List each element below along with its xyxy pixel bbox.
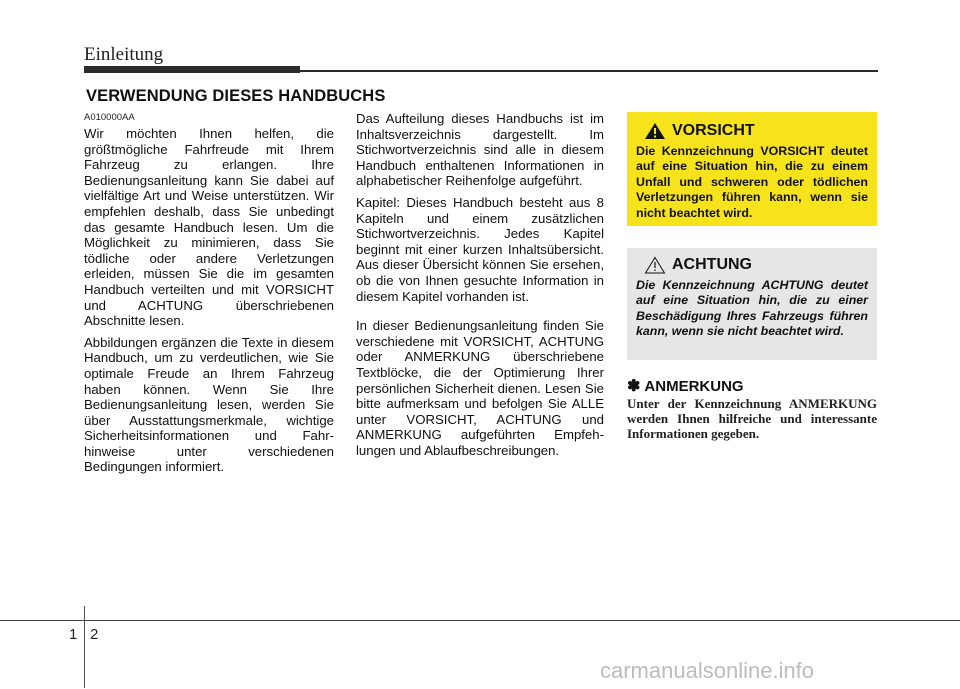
caution-box [627, 112, 877, 226]
paragraph: In dieser Bedienungsanleitung finden Sie verschiedene mit VORSICHT, ACHTUNG oder ANMERKUNG überschriebene Textblöcke, die der Optimierung Ihrer persönlichen Sicherheit dienen. Lesen Sie bitte aufmerksam und befolgen Sie ALLE unter VORSICHT, ACHTUNG und ANMERKUNG aufgeführten Empfeh-lungen und Ablaufbeschreibungen. [356, 318, 604, 458]
asterisk-icon: ✽ [627, 378, 641, 395]
text-column-middle [356, 111, 604, 464]
watermark: carmanualsonline.info [600, 658, 815, 683]
chapter-number: 1 [69, 626, 78, 643]
warning-icon [644, 122, 666, 140]
text-column-left [84, 126, 334, 481]
warning-outline-icon [644, 256, 666, 274]
caution-title [636, 122, 868, 140]
paragraph: Kapitel: Dieses Handbuch besteht aus 8 Kapiteln und einem zusätzlichen Stichwortverzeichnis. Jedes Kapitel beginnt mit einer kurzen Inhaltsübersicht. Aus dieser Übersicht können Sie ersehen, ob die von Ihnen gesuchte Information in diesem Kapitel vorhanden ist. [356, 194, 604, 304]
paragraph: Abbildungen ergänzen die Texte in diesem Handbuch, um zu verdeutlichen, wie Sie optimale Freude an Ihrem Fahrzeug haben können. Wenn Sie Ihre Bedienungsanleitung lesen, werden Sie über Ausstattungsmerkmale, wichtige Sicherheitsinformationen und Fahr-hinweise unter verschiedenen Bedingungen informiert. [84, 334, 334, 475]
notice-text: Die Kennzeichnung ACHTUNG deutet auf eine Situation hin, die zu einer Beschädigung Ihres Fahrzeugs führen kann, wenn sie nicht beachtet wird. [636, 278, 868, 339]
note-text: Unter der Kennzeichnung ANMERKUNG werden Ihnen hilfreiche und interessante Informationen gegeben. [627, 396, 877, 442]
notice-box [627, 248, 877, 360]
page-number: 2 [90, 626, 99, 643]
paragraph: Das Aufteilung dieses Handbuchs ist im Inhaltsverzeichnis dargestellt. Im Stichwortverzeichnis sind alle in diesem Handbuch enthaltenen Informationen in alphabetischer Reihenfolge aufgeführt. [356, 111, 604, 189]
notice-title [636, 256, 868, 274]
page-heading: VERWENDUNG DIESES HANDBUCHS [86, 87, 386, 105]
caution-title-text: VORSICHT [672, 122, 755, 139]
footer-rule [0, 620, 960, 621]
section-code: A010000AA [84, 112, 135, 123]
footer-divider [84, 606, 85, 688]
paragraph: Wir möchten Ihnen helfen, die größtmögliche Fahrfreude mit Ihrem Fahrzeug zu erlangen. Ihre Bedienungsanleitung kann Sie dabei auf vielfältige Art und Weise unterstützen. Wir empfehlen deshalb, dass Sie unbedingt das gesamte Handbuch lesen. Um die Möglichkeit zu minimieren, dass Sie tödliche oder andere Verletzungen erleiden, müssen Sie die im gesamten Handbuch verteilten und mit VORSICHT und ACHTUNG überschriebenen Abschnitte lesen. [84, 126, 334, 329]
notice-title-text: ACHTUNG [672, 256, 752, 273]
note-heading [627, 376, 744, 396]
note-title: ANMERKUNG [644, 377, 744, 395]
header-bar [84, 66, 300, 73]
header-rule [300, 70, 878, 72]
caution-text: Die Kennzeichnung VORSICHT deutet auf eine Situation hin, die zu einem Unfall und schweren oder tödlichen Verletzungen führen kann, wenn sie nicht beachtet wird. [636, 144, 868, 220]
section-title: Einleitung [84, 44, 164, 65]
